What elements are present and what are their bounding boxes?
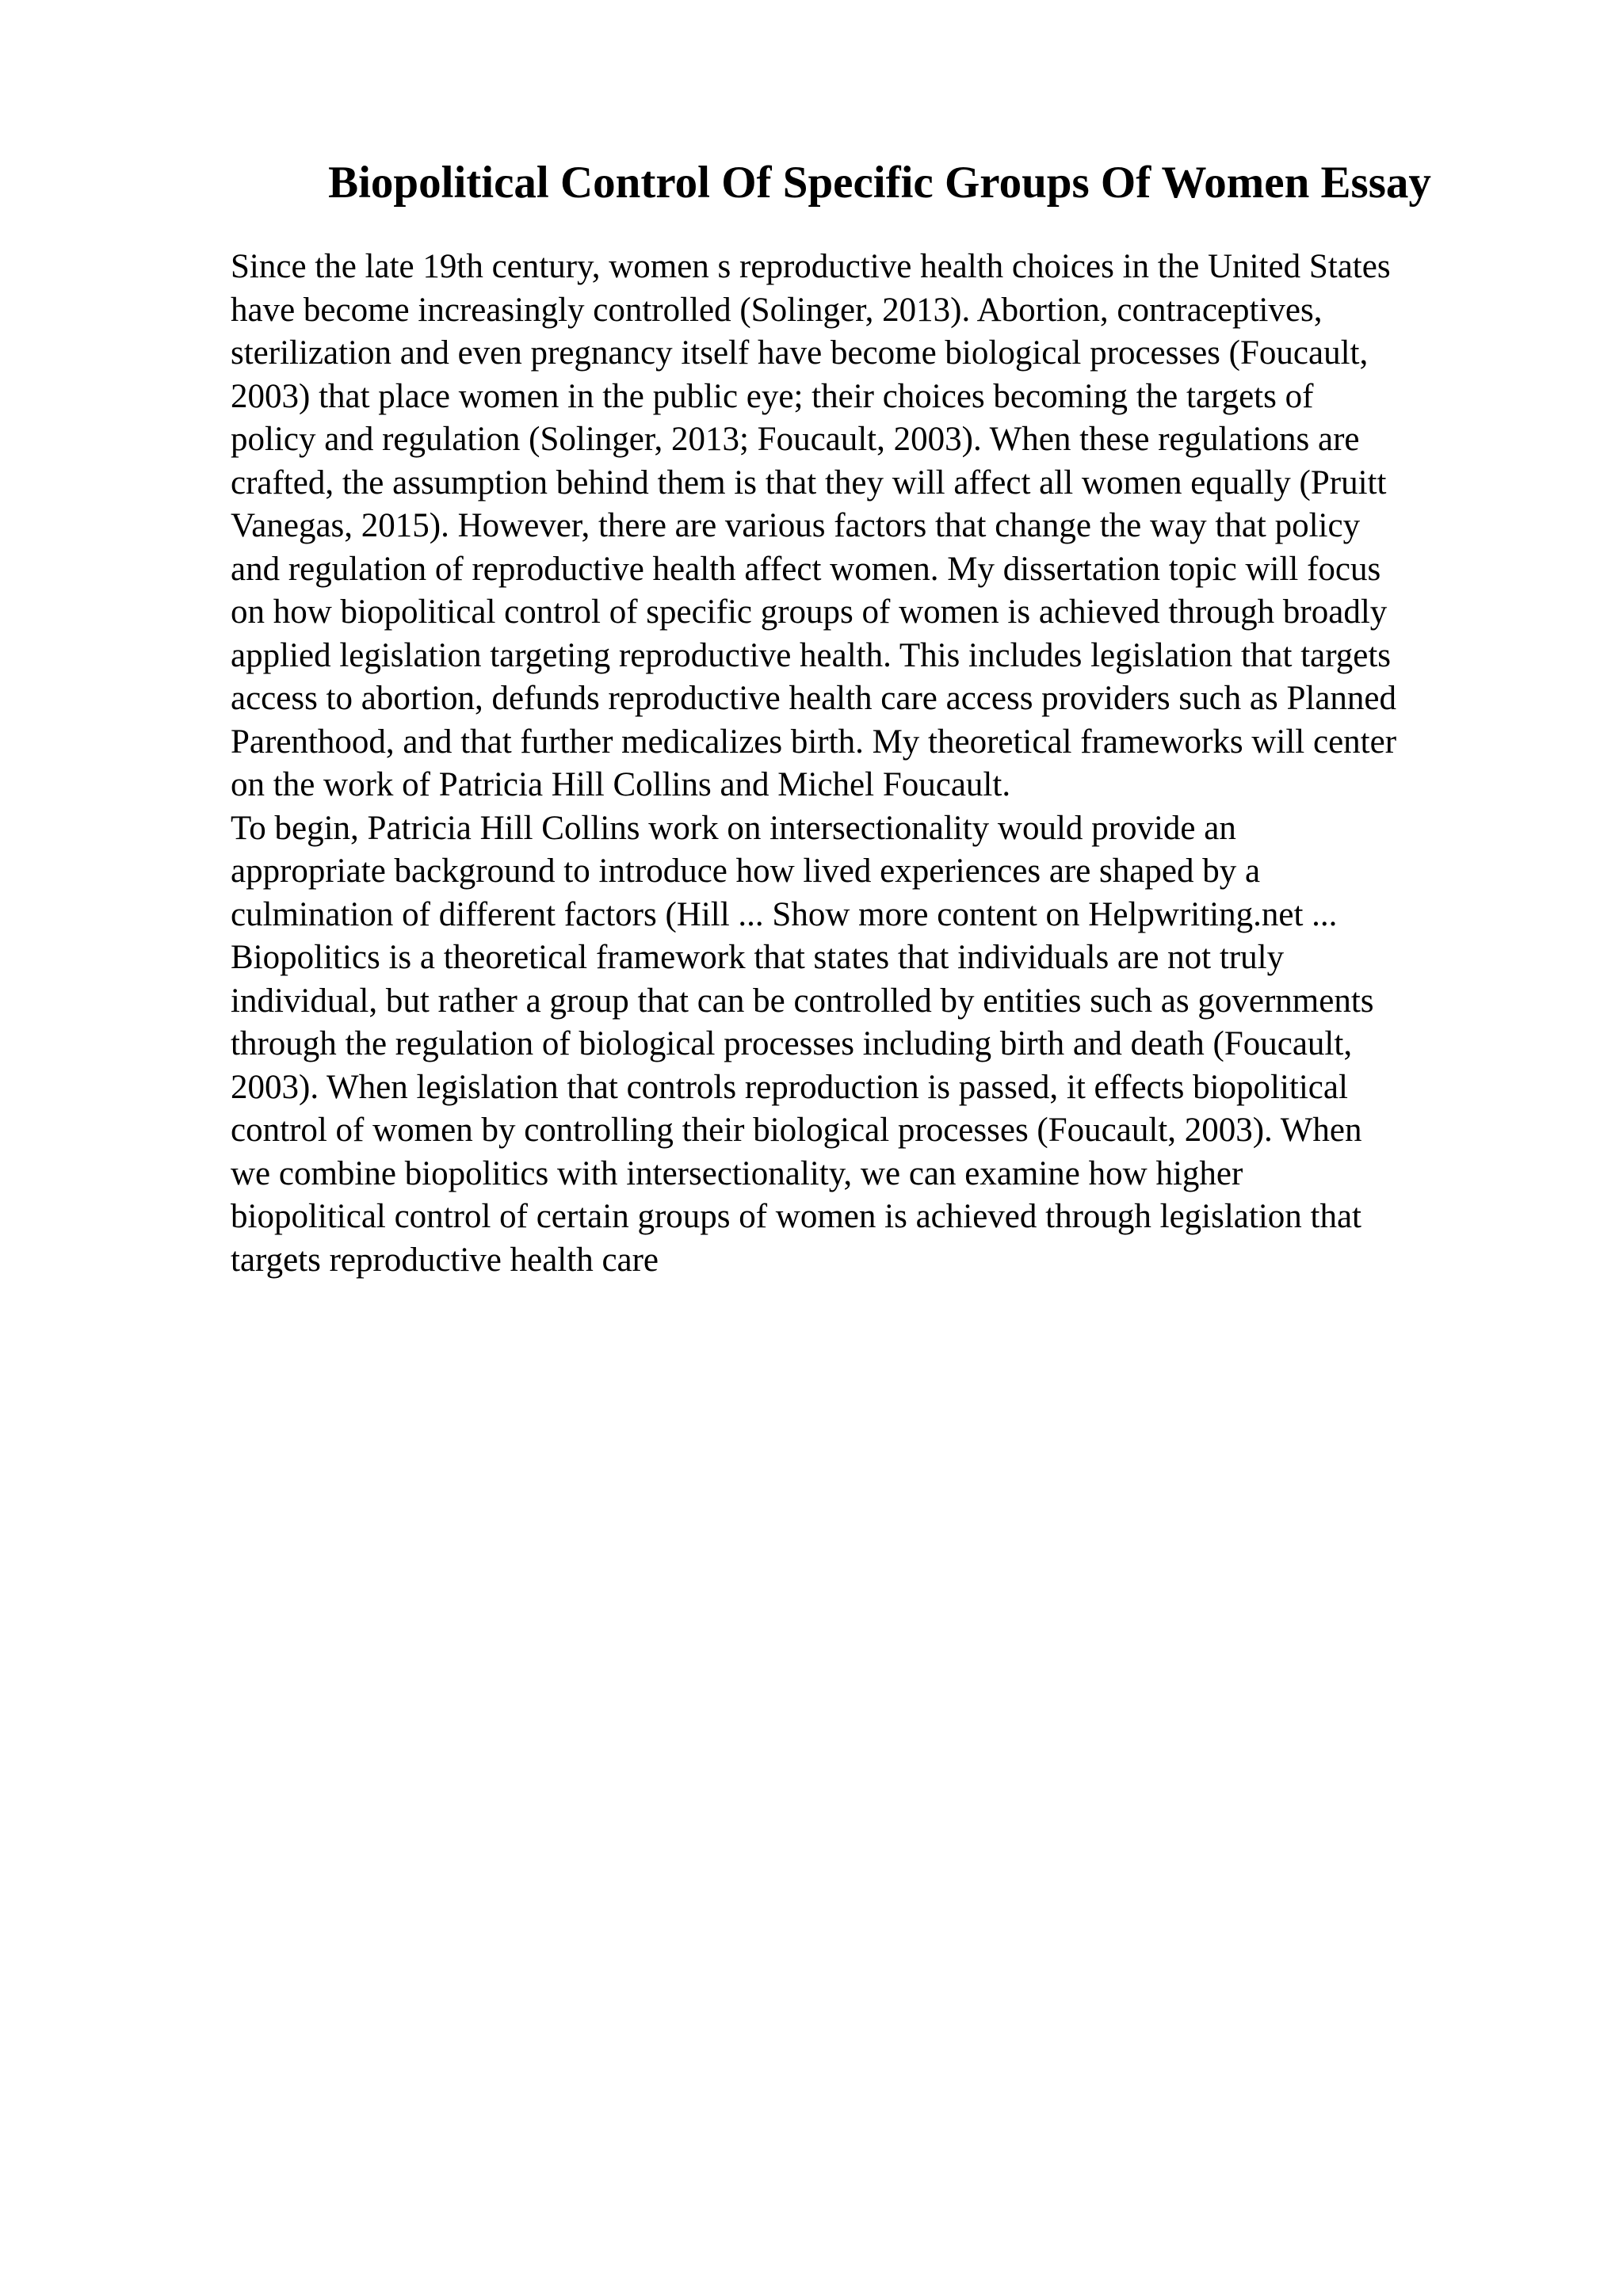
body-line: To begin, Patricia Hill Collins work on intersectionality would provide an — [231, 809, 1236, 847]
body-line: 2003). When legislation that controls reproduction is passed, it effects biopolitical — [231, 1068, 1348, 1106]
body-line: and regulation of reproductive health affect women. My dissertation topic will focus — [231, 550, 1381, 588]
body-line: control of women by controlling their biological processes (Foucault, 2003). When — [231, 1112, 1362, 1149]
body-line: Biopolitics is a theoretical framework that states that individuals are not truly — [231, 939, 1285, 976]
document-body — [231, 246, 1578, 1282]
body-line: crafted, the assumption behind them is that they will affect all women equally (Pruitt — [231, 463, 1387, 502]
body-line: appropriate background to introduce how lived experiences are shaped by a — [231, 852, 1261, 890]
body-line: through the regulation of biological processes including birth and death (Foucault, — [231, 1025, 1353, 1062]
body-line: biopolitical control of certain groups of women is achieved through legislation that — [231, 1198, 1361, 1235]
body-line: applied legislation targeting reproductive health. This includes legislation that targets — [231, 636, 1392, 674]
body-line: Since the late 19th century, women s reproductive health choices in the United States — [231, 248, 1391, 285]
body-line: policy and regulation (Solinger, 2013; Foucault, 2003). When these regulations are — [231, 421, 1360, 458]
body-line: sterilization and even pregnancy itself have become biological processes (Foucault, — [231, 334, 1369, 372]
body-line: Vanegas, 2015). However, there are various factors that change the way that policy — [231, 507, 1361, 544]
body-line: individual, but rather a group that can be controlled by entities such as governments — [231, 982, 1374, 1020]
body-line: targets reproductive health care — [231, 1241, 659, 1279]
body-line: Parenthood, and that further medicalizes birth. My theoretical frameworks will center — [231, 723, 1397, 761]
body-line: 2003) that place women in the public eye; their choices becoming the targets of — [231, 377, 1314, 415]
body-line: access to abortion, defunds reproductive health care access providers such as Planned — [231, 680, 1397, 717]
body-line: culmination of different factors (Hill ... Show more content on Helpwriting.net ... — [231, 895, 1338, 933]
body-line: have become increasingly controlled (Solinger, 2013). Abortion, contraceptives, — [231, 291, 1323, 329]
body-line: on the work of Patricia Hill Collins and Michel Foucault. — [231, 766, 1011, 803]
document-title: Biopolitical Control Of Specific Groups Of Women Essay — [328, 158, 1431, 208]
body-line: on how biopolitical control of specific groups of women is achieved through broadly — [231, 593, 1388, 631]
body-line: we combine biopolitics with intersectionality, we can examine how higher — [231, 1154, 1243, 1192]
